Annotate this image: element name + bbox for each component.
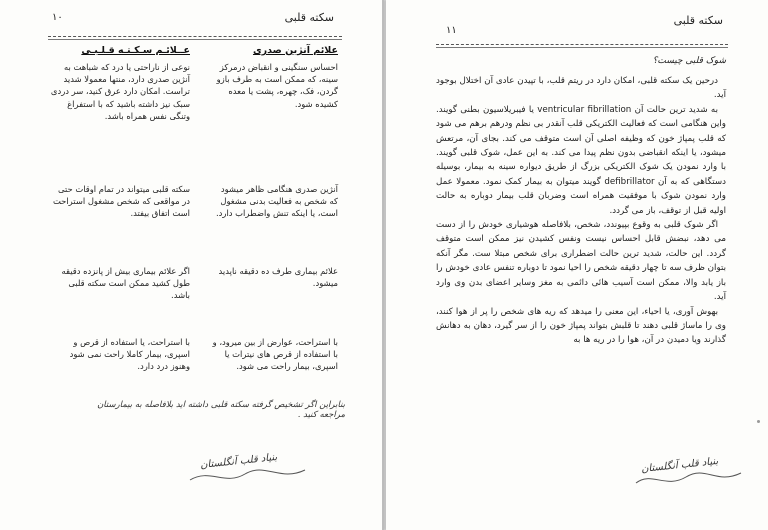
header-rule (48, 36, 342, 37)
table-cell-heart-attack: اگر علائم بیماری بیش از پانزده دقیقه طول کشید ممکن است سکته قلبی باشد. (61, 266, 190, 301)
table-cell-angina: آنژین صدری هنگامی ظاهر میشود که شخص به فعالیت بدنی مشغول است، یا اینکه تنش واضطراب دارد. (216, 184, 338, 219)
table-cell-heart-attack: با استراحت، یا استفاده از قرص و اسپری، بیمار کاملا راحت نمی شود وهنوز درد دارد. (69, 337, 190, 372)
table-cell-heart-attack: نوعی از ناراحتی یا درد که شباهت به آنژین صدری دارد، منتها معمولا شدید تراست. امکان دارد عرق کنید، سر دردی سبک نیز داشته باشید که با استفراغ وتنگی نفس همراه باشد. (50, 62, 190, 121)
page-number: ۱۱ (446, 25, 457, 36)
paragraph: اگر شوک قلبی به وقوع بپیوندد، شخص، بلافاصله هوشیاری خودش را از دست می دهد، نبضش قابل احساس نیست ونفس کشیدن نیز ممکن است متوقف گردد. این حالت، شدید ترین حالت اضطراری برای شخص مبتلا ست. مگر آنکه بتوان ظرف سه تا چهار دقیقه شخص را احیا نمود تا دوباره تنفس عادی خودش را باز یابد والا، ممکن است آسیب هائی دائمی به مغز وسایر اعضای بدن وی وارد آید. (436, 220, 726, 303)
signature: بنیاد قلب آنگلستان (199, 451, 278, 472)
table-cell-angina: با استراحت، عوارض از بین میرود، و با استفاده از قرص های نیترات یا اسپری، بیمار راحت می شود. (212, 337, 338, 372)
section-label: شوک قلبی چیست؟ (652, 56, 726, 66)
handwritten-note: بنابراین اگر تشخیص گرفته سکته قلبی داشته اید بلافاصله به بیمارستان مراجعه کنید . (97, 400, 345, 420)
paragraph: درحین یک سکته قلبی، امکان دارد در ریتم قلب، با تپیدن عادی آن اختلال بوجود آید. (436, 76, 726, 101)
paragraph: به شدید ترین حالت آن ventricular fibrillation یا فیبریلاسیون بطنی گویند. واین هنگامی است که فعالیت الکتریکی قلب آنقدر بی نظم ودرهم برهم می شود که قلب پمپاژ خون که وظیفه اصلی آن است متوقف می کند. بجای آن، مرتعش میشود، یا اینکه انقباضی بدون نظم پیدا می کند. به این عمل، شوک قلبی گویند. با وارد نمودن یک شوک الکتریکی بزرگ از طریق دیواره سینه به بیمار، بوسیله دستگاهی که به آن defibrillator گویند میتوان به بیمار کمک نمود. معمولا عمل وارد نمودن شوک با موفقیت همراه است وضربان قلب بیمار دوباره به حالت اولیه قبل از توقف، باز می گردد. (436, 104, 727, 216)
signature-scribble (631, 465, 751, 495)
header-rule-secondary (436, 47, 728, 48)
right-page (386, 0, 768, 530)
page-number: ۱۰ (52, 12, 63, 23)
body-text (436, 74, 726, 348)
speck (757, 420, 760, 423)
header-rule-secondary (48, 39, 342, 40)
header-rule (436, 44, 728, 45)
running-title: سکته قلبی (673, 14, 723, 27)
paragraph: بهوش آوری، یا احیاء، این معنی را میدهد که ریه های شخص را پر از هوا کنند، وی را ماساژ قلبی دهند تا قلبش بتواند پمپاژ خون را از سر گیرد، دهان به دهانش گذارند ویا دمیدن در آن، هوا را در ریه ها به (436, 306, 726, 346)
signature: بنیاد قلب آنگلستان (640, 455, 719, 476)
signature-scribble (185, 460, 325, 490)
column-header-angina: علائم آنژین صدری (252, 45, 338, 56)
column-header-heart-attack: عــلائـم سـکـتـه قـلـبـی (81, 45, 190, 56)
table-cell-angina: علائم بیماری طرف ده دقیقه ناپدید میشود. (218, 266, 338, 289)
running-title: سکته قلبی (284, 11, 334, 24)
table-cell-heart-attack: سکته قلبی میتواند در تمام اوقات حتی در مواقعی که شخص مشغول استراحت است اتفاق بیفتد. (52, 184, 190, 219)
table-cell-angina: احساس سنگینی و انقباض درمرکز سینه، که ممکن است به طرف بازو گردن، فک، چهره، پشت یا معده کشیده شود. (216, 62, 338, 109)
